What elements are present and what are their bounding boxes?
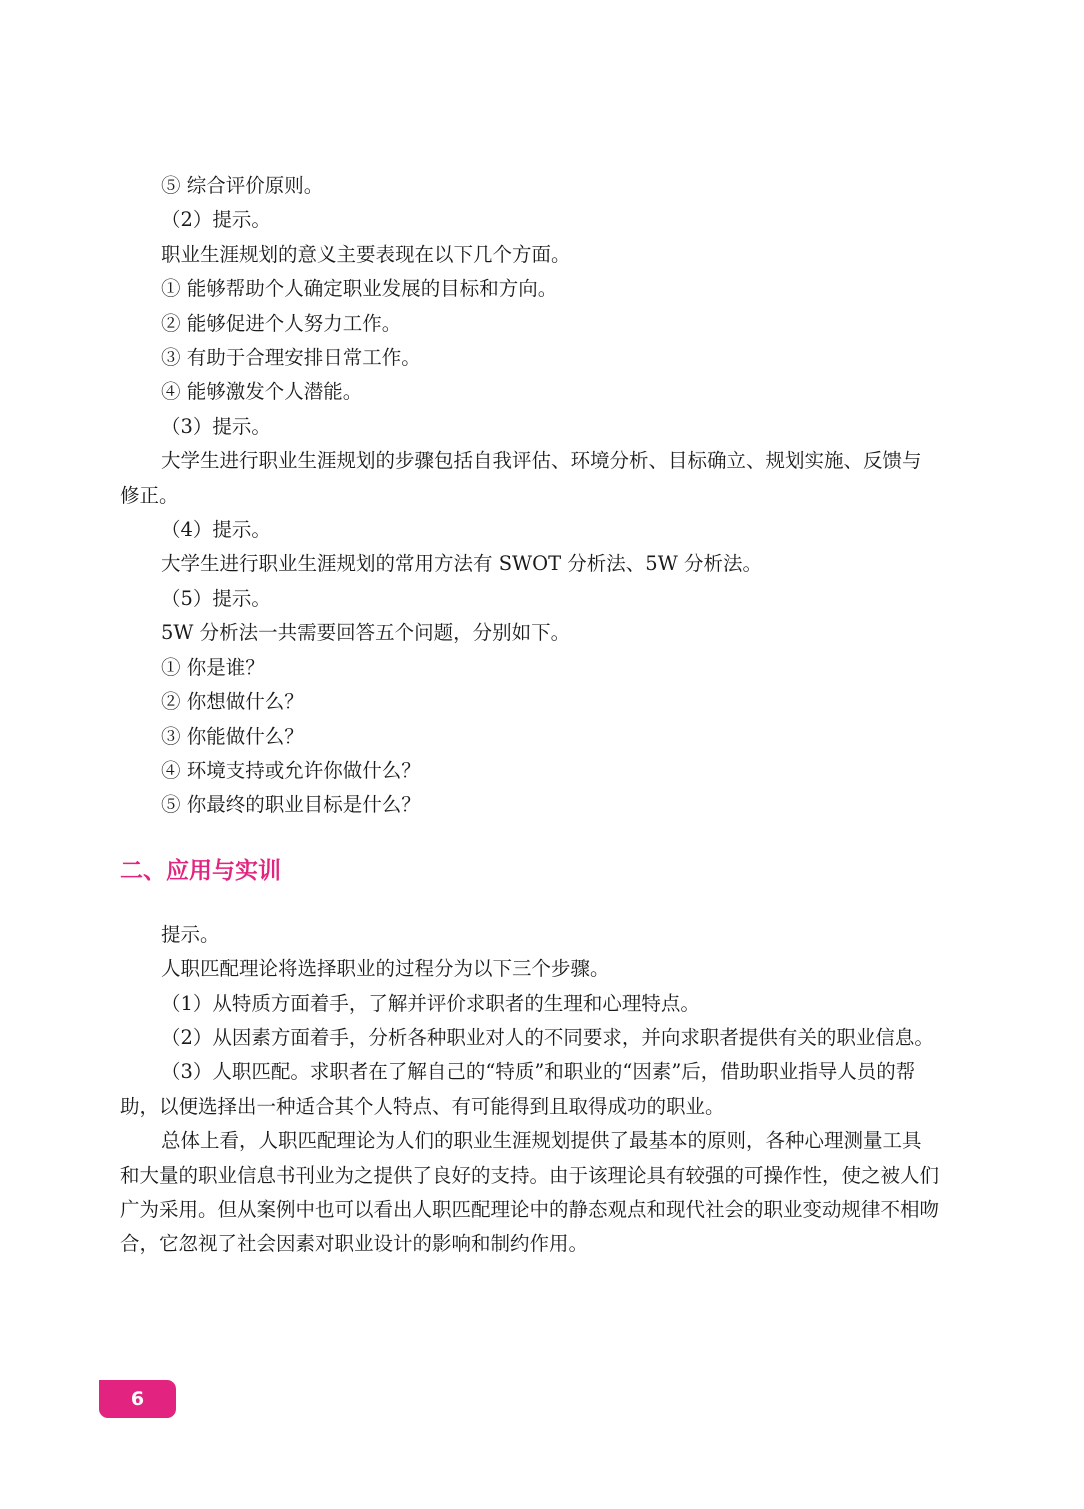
list-item: （3）人职匹配。求职者在了解自己的“特质”和职业的“因素”后，借助职业指导人员的帮助，以便选择出一种适合其个人特点、有可能得到且取得成功的职业。 xyxy=(120,1060,916,1118)
list-item: ① 你是谁？ xyxy=(161,655,265,679)
list-item: ⑤ 综合评价原则。 xyxy=(161,174,324,197)
sub-heading: （2）提示。 xyxy=(161,208,271,232)
list-item: ④ 能够激发个人潜能。 xyxy=(161,380,363,404)
paragraph: 职业生涯规划的意义主要表现在以下几个方面。 xyxy=(161,242,571,266)
list-item: ③ 你能做什么？ xyxy=(161,724,304,748)
list-item: ② 能够促进个人努力工作。 xyxy=(161,311,402,335)
sub-heading: （4）提示。 xyxy=(161,518,271,542)
section-heading: 二、应用与实训 xyxy=(120,857,281,884)
list-item: （1）从特质方面着手，了解并评价求职者的生理和心理特点。 xyxy=(161,991,700,1015)
page-content xyxy=(120,169,940,1262)
paragraph: 人职匹配理论将选择职业的过程分为以下三个步骤。 xyxy=(161,957,610,981)
paragraph: 5W 分析法一共需要回答五个问题，分别如下。 xyxy=(161,621,571,645)
paragraph: 大学生进行职业生涯规划的常用方法有 SWOT 分析法、5W 分析法。 xyxy=(161,552,762,576)
paragraph: 大学生进行职业生涯规划的步骤包括自我评估、环境分析、目标确立、规划实施、反馈与修正。 xyxy=(120,449,922,507)
page-number-badge: 6 xyxy=(99,1380,176,1418)
list-item: ① 能够帮助个人确定职业发展的目标和方向。 xyxy=(161,277,558,301)
sub-heading: （3）提示。 xyxy=(161,414,271,438)
sub-heading: （5）提示。 xyxy=(161,586,271,610)
list-item: （2）从因素方面着手，分析各种职业对人的不同要求，并向求职者提供有关的职业信息。 xyxy=(161,1025,934,1049)
paragraph: 提示。 xyxy=(161,922,220,946)
list-item: ⑤ 你最终的职业目标是什么？ xyxy=(161,793,421,817)
list-item: ② 你想做什么？ xyxy=(161,690,304,714)
paragraph: 总体上看，人职匹配理论为人们的职业生涯规划提供了最基本的原则，各种心理测量工具和大量的职业信息书刊业为之提供了良好的支持。由于该理论具有较强的可操作性，使之被人们广为采用。但从案例中也可以看出人职匹配理论中的静态观点和现代社会的职业变动规律不相吻合，它忽视了社会因素对职业设计的影响和制约作用。 xyxy=(120,1129,940,1256)
list-item: ③ 有助于合理安排日常工作。 xyxy=(161,346,421,370)
list-item: ④ 环境支持或允许你做什么？ xyxy=(161,758,421,782)
